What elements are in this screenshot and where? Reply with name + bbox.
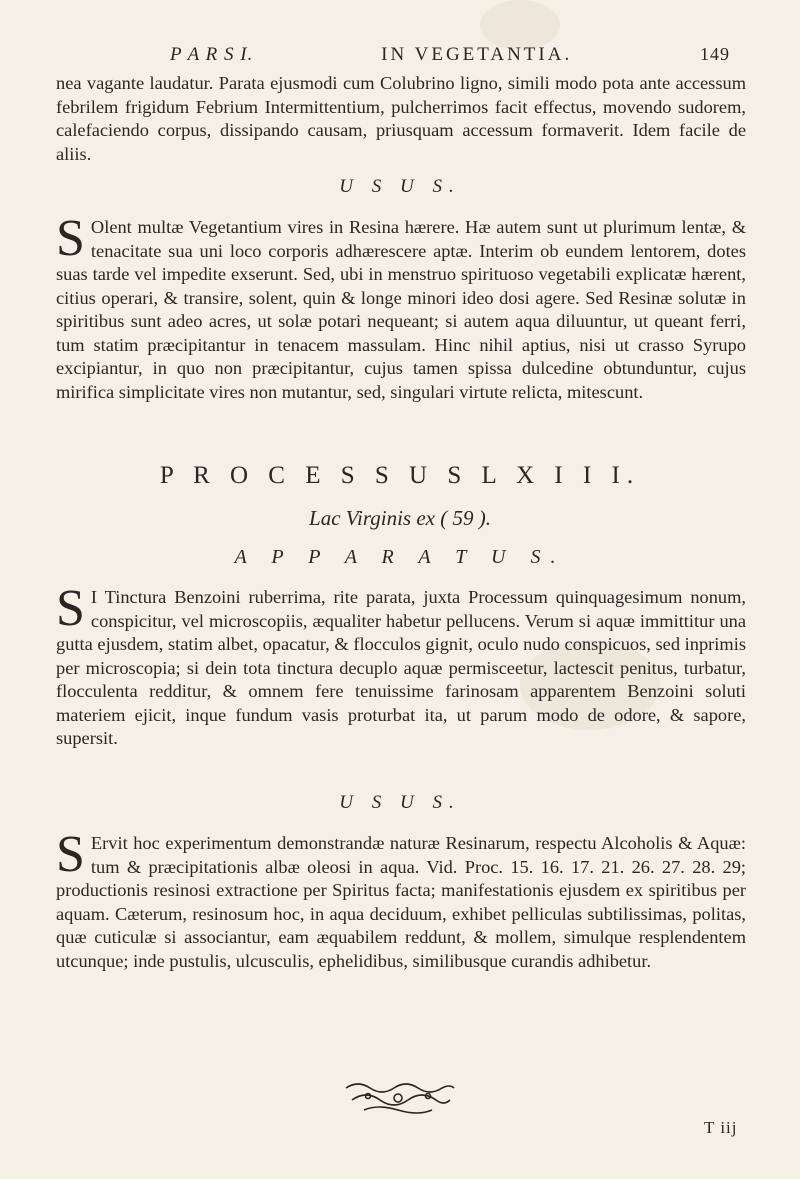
usus-text-2: Ervit hoc experimentum demonstrandæ naturæ Resinarum, respectu Alcoholis & Aquæ: tum & præcipitationis albæ oleosi in aqua. Vid. Proc. 15. 16. 17. 21. 26. 27. 28. 29; productionis resinosi extractione per Spiritus facta; manifestationis ejusdem ex spiritibus per aquam. Cæterum, resinosum hoc, in aqua deciduum, exhibet pelliculas subtilissimas, politas, quæ cuticulæ si associantur, eam æquabilem reddunt, & mollem, simulque resplendentem utcunque; inde pustulis, ulcusculis, ephelidibus, similibusque curandis adhibetur. xyxy=(56,833,746,971)
usus-heading-2: U S U S. xyxy=(339,792,461,813)
signature-mark: T iij xyxy=(704,1118,738,1137)
intro-paragraph xyxy=(56,72,746,166)
apparatus-heading: A P P A R A T U S. xyxy=(234,546,566,568)
processus-subtitle: Lac Virginis ex ( 59 ). xyxy=(309,506,491,530)
apparatus-paragraph xyxy=(56,580,746,751)
intro-text: nea vagante laudatur. Parata ejusmodi cum Colubrino ligno, simili modo pota ante accessum febrilem frigidum Febrium Intermittentium, pulcherrimos facit effectus, movendo sudorem, calefaciendo corpus, dissipando causam, priusquam accessum formaverit. Idem facile de aliis. xyxy=(56,73,746,164)
running-head xyxy=(170,44,730,66)
usus-heading-1: U S U S. xyxy=(339,176,461,197)
drop-cap: S xyxy=(56,210,85,267)
drop-cap: S xyxy=(56,580,85,637)
usus-paragraph-1 xyxy=(56,210,746,404)
running-head-title: IN VEGETANTIA. xyxy=(381,44,573,65)
usus-paragraph-2 xyxy=(56,826,746,973)
running-head-part: P A R S I. xyxy=(170,44,254,65)
processus-heading: P R O C E S S U S L X I I I. xyxy=(159,462,641,489)
decorative-ornament xyxy=(338,1078,458,1118)
usus-text-1: Olent multæ Vegetantium vires in Resina hærere. Hæ autem sunt ut plurimum lentæ, & tenacitate sua uni loco corporis adhærescere aptæ. Interim ob eundem lentorem, dotes suas tarde vel impedite exserunt. Sed, ubi in menstruo spirituoso vegetabili explicatæ hærent, citius operari, & transire, solent, quin & longe minori ideo dosi agere. Sed Resinæ solutæ in spiritibus sunt adeo acres, ut solæ potari nequeant; si autem aqua diluuntur, ut queant ferri, tum statim præcipitantur in tenacem massulam. Hinc nihil aptius, nisi ut crasso Syrupo excipiantur, in quo non præcipitantur, cujus tamen spissa dulcedine obtunduntur, cujus mirifica simplicitate vires non mutantur, sed, singulari virtute relicta, mitescunt. xyxy=(56,217,746,402)
page-number: 149 xyxy=(699,44,730,64)
apparatus-text: I Tinctura Benzoini ruberrima, rite parata, juxta Processum quinquagesimum nonum, conspicitur, vel microscopiis, æqualiter habetur pellucens. Verum si aquæ immittitur una gutta ejusdem, statim albet, opacatur, & flocculos gignit, oculo nudo conspicuos, sed inprimis per microscopia; si dein tota tinctura decuplo aquæ permisceetur, lactescit penitus, turbatur, flocculenta redditur, & omnem fere tenuissime farinosam apparentem Benzoini soluti materiem ejicit, inque fundum vasis proturbat ita, ut parum modo de odore, & sapore, supersit. xyxy=(56,587,746,748)
drop-cap: S xyxy=(56,826,85,883)
